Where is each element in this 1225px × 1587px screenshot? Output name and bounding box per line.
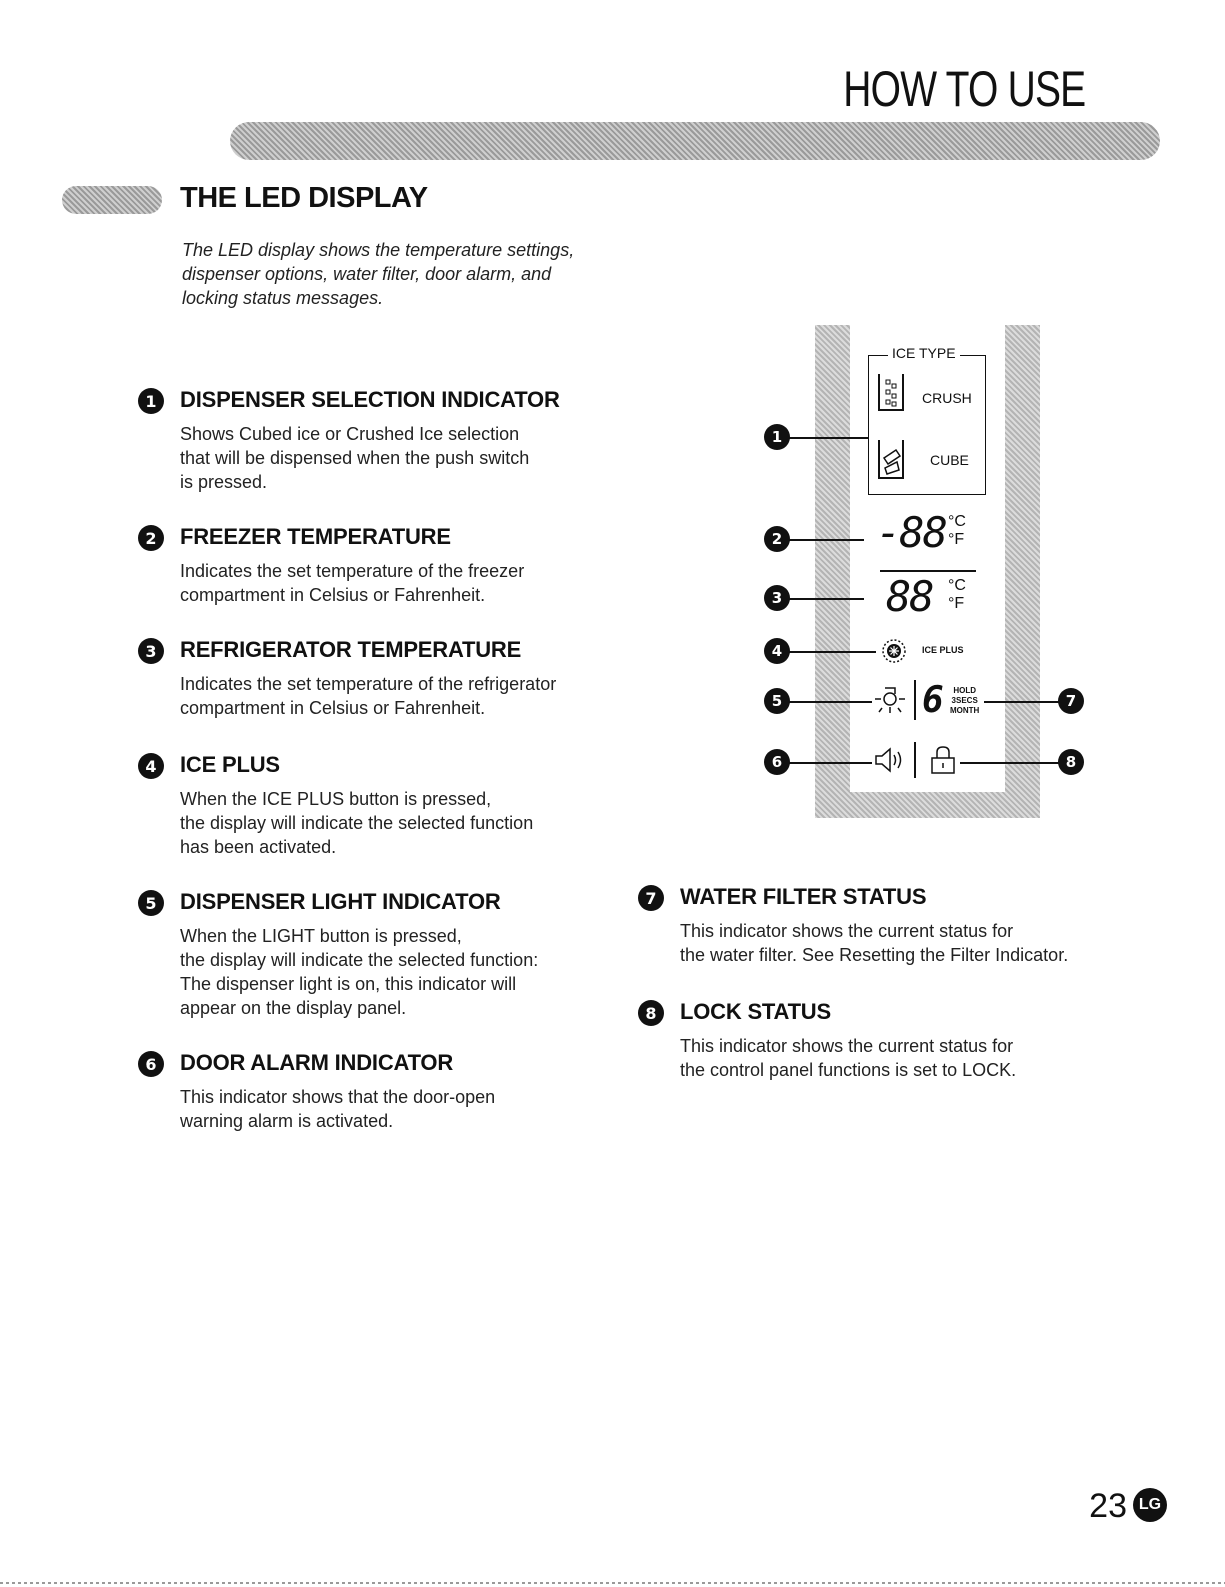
callout-leader-1 xyxy=(786,437,868,439)
secs-label: 3SECS xyxy=(951,696,978,705)
item-description xyxy=(680,919,1068,967)
callout-leader-6 xyxy=(786,762,872,764)
item-title: WATER FILTER STATUS xyxy=(680,884,927,909)
desc-line: the display will indicate the selected function xyxy=(180,813,534,833)
celsius-unit: °C xyxy=(948,513,966,530)
desc-line: Indicates the set temperature of the refrigerator xyxy=(180,674,557,694)
callout-leader-2 xyxy=(786,539,864,541)
desc-line: that will be dispensed when the push switch xyxy=(180,448,530,468)
callout-leader-5 xyxy=(786,701,872,703)
desc-line: The dispenser light is on, this indicator will xyxy=(180,974,517,994)
crushed-ice-icon xyxy=(876,372,906,414)
item-description xyxy=(180,559,524,607)
intro-line: The LED display shows the temperature settings, xyxy=(182,240,575,260)
desc-line: When the LIGHT button is pressed, xyxy=(180,926,462,946)
desc-line: warning alarm is activated. xyxy=(180,1111,394,1131)
callout-badge-1: 1 xyxy=(764,424,790,450)
callout-leader-7 xyxy=(984,701,1062,703)
intro-text xyxy=(182,238,632,310)
light-filter-divider xyxy=(914,680,916,720)
callout-leader-8 xyxy=(960,762,1062,764)
desc-line: the water filter. See Resetting the Filter Indicator. xyxy=(680,945,1069,965)
callout-badge-5: 5 xyxy=(764,688,790,714)
footer-divider xyxy=(0,1582,1225,1584)
desc-line: Indicates the set temperature of the freezer xyxy=(180,561,525,581)
desc-line: has been activated. xyxy=(180,837,337,857)
filter-month-digit: 6 xyxy=(922,680,944,721)
page-header-title: HOW TO USE xyxy=(842,61,1085,117)
item-description xyxy=(680,1034,1016,1082)
desc-line: This indicator shows the current status for xyxy=(680,1036,1014,1056)
item-number-badge: 2 xyxy=(138,525,164,551)
ice-plus-label: ICE PLUS xyxy=(922,645,964,655)
desc-line: When the ICE PLUS button is pressed, xyxy=(180,789,492,809)
item-number-badge: 7 xyxy=(638,885,664,911)
ice-plus-icon xyxy=(880,637,908,665)
dispenser-light-icon xyxy=(873,682,907,716)
desc-line: This indicator shows the current status for xyxy=(680,921,1014,941)
item-number-badge: 1 xyxy=(138,388,164,414)
callout-leader-3 xyxy=(786,598,864,600)
desc-line: the control panel functions is set to LOCK. xyxy=(680,1060,1017,1080)
callout-badge-6: 6 xyxy=(764,749,790,775)
item-number-badge: 3 xyxy=(138,638,164,664)
item-title: DOOR ALARM INDICATOR xyxy=(180,1050,454,1075)
item-title: ICE PLUS xyxy=(180,752,280,777)
desc-line: This indicator shows that the door-open xyxy=(180,1087,496,1107)
item-title: FREEZER TEMPERATURE xyxy=(180,524,451,549)
ice-type-label: ICE TYPE xyxy=(888,345,960,361)
door-alarm-speaker-icon xyxy=(872,744,908,776)
item-number-badge: 5 xyxy=(138,890,164,916)
desc-line: appear on the display panel. xyxy=(180,998,407,1018)
refrigerator-temperature-digits: 88 xyxy=(886,572,933,621)
item-number-badge: 8 xyxy=(638,1000,664,1026)
callout-badge-7: 7 xyxy=(1058,688,1084,714)
desc-line: is pressed. xyxy=(180,472,268,492)
page-number: 23 xyxy=(1089,1487,1127,1525)
header-decorative-bar xyxy=(230,122,1160,160)
callout-badge-8: 8 xyxy=(1058,749,1084,775)
cubed-ice-icon xyxy=(876,438,906,482)
lock-icon xyxy=(928,744,958,776)
month-label: MONTH xyxy=(950,706,980,715)
section-bullet xyxy=(62,186,162,214)
intro-line: dispenser options, water filter, door alarm, and xyxy=(182,264,552,284)
item-description xyxy=(180,422,529,494)
alarm-lock-divider xyxy=(914,742,916,778)
desc-line: compartment in Celsius or Fahrenheit. xyxy=(180,698,486,718)
desc-line: the display will indicate the selected function: xyxy=(180,950,539,970)
item-description xyxy=(180,924,538,1020)
crush-label: CRUSH xyxy=(922,390,972,406)
fahrenheit-unit: °F xyxy=(948,531,965,548)
item-description xyxy=(180,787,533,859)
lg-logo-icon: LG xyxy=(1133,1488,1167,1522)
item-description xyxy=(180,672,556,720)
desc-line: Shows Cubed ice or Crushed Ice selection xyxy=(180,424,520,444)
celsius-unit: °C xyxy=(948,577,966,594)
callout-badge-3: 3 xyxy=(764,585,790,611)
filter-labels xyxy=(950,686,979,716)
intro-line: locking status messages. xyxy=(182,288,384,308)
item-title: LOCK STATUS xyxy=(680,999,831,1024)
callout-badge-4: 4 xyxy=(764,638,790,664)
item-title: DISPENSER LIGHT INDICATOR xyxy=(180,889,501,914)
cube-label: CUBE xyxy=(930,452,969,468)
freezer-temperature-digits: -88 xyxy=(876,508,946,557)
item-title: REFRIGERATOR TEMPERATURE xyxy=(180,637,522,662)
hold-label: HOLD xyxy=(953,686,976,695)
callout-badge-2: 2 xyxy=(764,526,790,552)
callout-leader-4 xyxy=(786,651,876,653)
section-title: THE LED DISPLAY xyxy=(180,182,428,214)
item-description xyxy=(180,1085,495,1133)
desc-line: compartment in Celsius or Fahrenheit. xyxy=(180,585,486,605)
refrigerator-units xyxy=(948,577,966,613)
item-title: DISPENSER SELECTION INDICATOR xyxy=(180,387,560,412)
fahrenheit-unit: °F xyxy=(948,595,965,612)
item-number-badge: 6 xyxy=(138,1051,164,1077)
item-number-badge: 4 xyxy=(138,753,164,779)
freezer-units xyxy=(948,513,966,549)
